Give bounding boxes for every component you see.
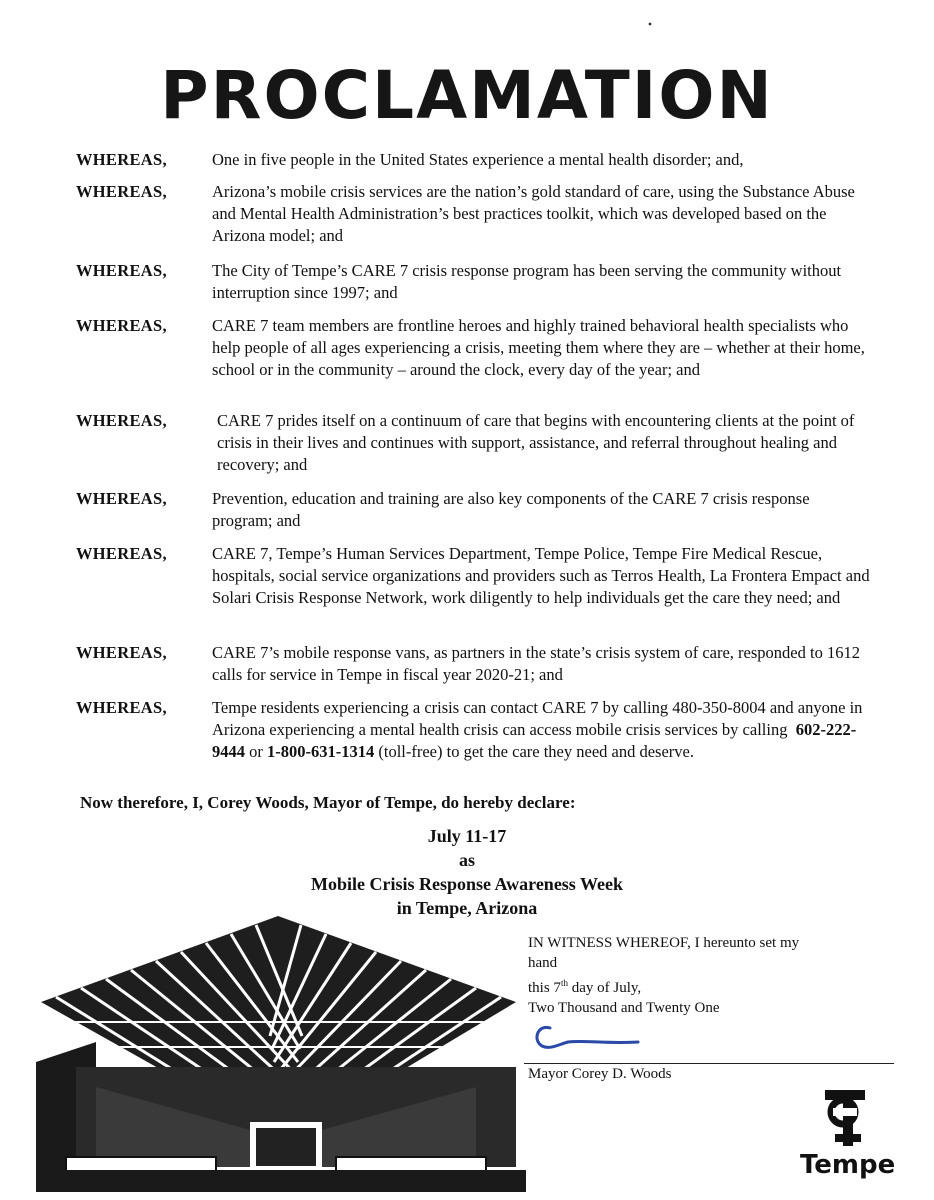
clause-text: Prevention, education and training are also key components of the CARE 7 crisis response program; and <box>212 489 810 530</box>
witness-part: this 7 <box>528 980 561 996</box>
clause-text: CARE 7, Tempe’s Human Services Department, Tempe Police, Tempe Fire Medical Rescue, hospitals, social service organizations and providers such as Terros Health, La Frontera Empact and Solari Crisis Response Network, work diligently to help individuals get the care they need; and <box>212 544 870 607</box>
clause-text-part: or <box>249 742 263 761</box>
whereas-label: WHEREAS, <box>76 261 167 280</box>
tempe-logo-text: Tempe <box>800 1150 896 1180</box>
clause-text: CARE 7’s mobile response vans, as partners in the state’s crisis system of care, responded to 1612 calls for service in Tempe in fiscal year 2020-21; and <box>212 643 860 684</box>
scan-mark <box>648 14 654 20</box>
signature <box>528 1018 648 1063</box>
building-illustration <box>36 912 526 1197</box>
event-name: Mobile Crisis Response Awareness Week <box>310 874 623 894</box>
whereas-label: WHEREAS, <box>76 411 167 430</box>
witness-line: Two Thousand and Twenty One <box>528 1000 720 1016</box>
witness-block <box>528 933 878 1018</box>
witness-line: hand <box>528 955 558 971</box>
whereas-label: WHEREAS, <box>76 150 167 169</box>
whereas-label: WHEREAS, <box>76 544 167 563</box>
witness-line: IN WITNESS WHEREOF, I hereunto set my <box>528 935 800 951</box>
clause-text: One in five people in the United States experience a mental health disorder; and, <box>212 150 744 169</box>
signatory-name: Mayor Corey D. Woods <box>528 1066 672 1082</box>
tempe-logo-icon <box>795 1090 905 1151</box>
whereas-label: WHEREAS, <box>76 698 167 717</box>
clause-text: Arizona’s mobile crisis services are the nation’s gold standard of care, using the Substance Abuse and Mental Health Administration’s best practices toolkit, which was developed based on the Arizona model; and <box>212 182 855 245</box>
whereas-label: WHEREAS, <box>76 643 167 662</box>
whereas-label: WHEREAS, <box>76 182 167 201</box>
witness-part: day of July, <box>567 980 642 996</box>
clause-text-part: Tempe residents experiencing a crisis can contact CARE 7 by calling 480-350-8004 and anyone in Arizona experiencing a mental health crisis can access mobile crisis services by calling <box>212 698 863 739</box>
clause-text <box>212 697 872 763</box>
clause-text-part: (toll-free) to get the care they need and deserve. <box>378 742 694 761</box>
page-title: PROCLAMATION <box>160 57 774 134</box>
phone-number: 1-800-631-1314 <box>267 742 375 761</box>
witness-line <box>528 973 878 998</box>
whereas-label: WHEREAS, <box>76 316 167 335</box>
phone-number: 602-222-9444 <box>212 720 857 761</box>
clause-text: The City of Tempe’s CARE 7 crisis response program has been serving the community without interruption since 1997; and <box>212 261 842 302</box>
clause-text: CARE 7 prides itself on a continuum of care that begins with encountering clients at the point of crisis in their lives and continues with support, assistance, and referral throughout healing and recovery; and <box>217 411 855 474</box>
as-word: as <box>458 850 475 870</box>
signature-line <box>524 1063 894 1064</box>
whereas-label: WHEREAS, <box>76 489 167 508</box>
clause-text: CARE 7 team members are frontline heroes and highly trained behavioral health specialists who help people of all ages experiencing a crisis, meeting them where they are – whether at their home, school or in the community – around the clock, every day of the year; and <box>212 316 865 379</box>
ordinal-suffix: th <box>560 978 568 988</box>
dates: July 11-17 <box>427 826 507 846</box>
declaration: Now therefore, I, Corey Woods, Mayor of Tempe, do hereby declare: <box>80 793 576 812</box>
event-location: in Tempe, Arizona <box>396 898 538 918</box>
